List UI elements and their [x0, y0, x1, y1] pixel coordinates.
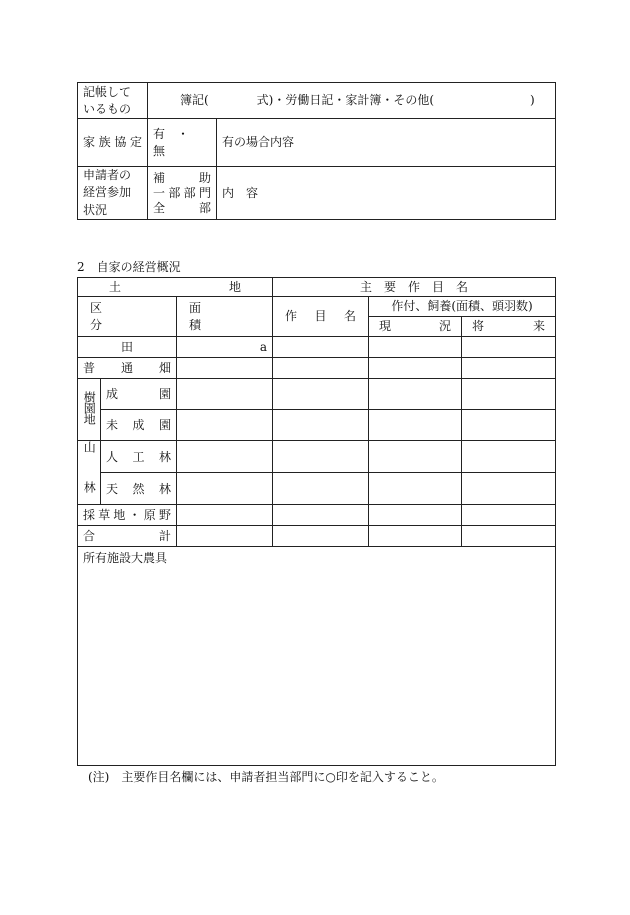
cell-planted-future[interactable]	[462, 441, 556, 473]
cell-grass-area[interactable]	[177, 505, 273, 526]
cell-grass-current[interactable]	[369, 505, 462, 526]
cell-young-area[interactable]	[177, 410, 273, 441]
row-label-total: 合 計	[78, 526, 177, 547]
record-keeping-label: 記帳しているもの	[78, 83, 148, 119]
row-label-natural-forest: 天 然 林	[101, 473, 177, 505]
row-label-young-orchard: 未 成 園	[101, 410, 177, 441]
family-agreement-label: 家族協定	[78, 119, 148, 167]
cell-mature-area[interactable]	[177, 379, 273, 410]
participation-label: 申請者の経営参加状況	[78, 167, 148, 220]
header-area: 面 積	[177, 297, 273, 337]
cell-mature-future[interactable]	[462, 379, 556, 410]
facilities-label: 所有施設大農具	[83, 551, 168, 566]
footnote: (注) 主要作目名欄には、申請者担当部門に○印を記入すること。	[88, 770, 444, 784]
cell-total-future[interactable]	[462, 526, 556, 547]
cell-mature-current[interactable]	[369, 379, 462, 410]
participation-options[interactable]	[148, 167, 217, 220]
area-unit[interactable]: a	[177, 337, 273, 358]
cell-natural-crop[interactable]	[273, 473, 369, 505]
participation-content[interactable]: 内 容	[217, 167, 556, 220]
header-crop-name: 作 目 名	[273, 297, 369, 337]
cell-young-current[interactable]	[369, 410, 462, 441]
record-keeping-table	[77, 82, 556, 220]
header-future: 将 来	[462, 317, 556, 337]
row-label-mature-orchard: 成 園	[101, 379, 177, 410]
cell-rice-future[interactable]	[462, 337, 556, 358]
participation-option-all[interactable]: 全 部	[153, 200, 211, 215]
cell-upland-future[interactable]	[462, 358, 556, 379]
cell-young-future[interactable]	[462, 410, 556, 441]
cell-total-crop[interactable]	[273, 526, 369, 547]
cell-young-crop[interactable]	[273, 410, 369, 441]
cell-natural-area[interactable]	[177, 473, 273, 505]
land-overview-table	[77, 277, 556, 766]
row-label-planted-forest: 人 工 林	[101, 441, 177, 473]
cell-total-current[interactable]	[369, 526, 462, 547]
cell-upland-current[interactable]	[369, 358, 462, 379]
cell-planted-crop[interactable]	[273, 441, 369, 473]
cell-total-area[interactable]	[177, 526, 273, 547]
family-agreement-content[interactable]: 有の場合内容	[217, 119, 556, 167]
section-2-title: 2 自家の経営概況	[77, 260, 181, 274]
participation-option-partial[interactable]: 一部部門	[153, 185, 211, 200]
cell-grass-crop[interactable]	[273, 505, 369, 526]
group-label-orchard: 樹園地	[78, 379, 101, 441]
family-agreement-option[interactable]: 有 ・ 無	[148, 119, 217, 167]
cell-planted-current[interactable]	[369, 441, 462, 473]
cell-mature-crop[interactable]	[273, 379, 369, 410]
cell-upland-crop[interactable]	[273, 358, 369, 379]
cell-natural-current[interactable]	[369, 473, 462, 505]
cell-planted-area[interactable]	[177, 441, 273, 473]
cell-rice-crop[interactable]	[273, 337, 369, 358]
cell-upland-area[interactable]	[177, 358, 273, 379]
row-label-rice-field: 田	[78, 337, 177, 358]
cell-grass-future[interactable]	[462, 505, 556, 526]
row-label-upland: 普 通 畑	[78, 358, 177, 379]
participation-option-assist[interactable]: 補 助	[153, 170, 211, 185]
row-label-grassland: 採草地・原野	[78, 505, 177, 526]
facilities-field[interactable]	[78, 547, 556, 766]
group-label-forest: 山 林	[78, 441, 101, 505]
cell-rice-current[interactable]	[369, 337, 462, 358]
header-kubun: 区 分	[78, 297, 177, 337]
header-current: 現 況	[369, 317, 462, 337]
cell-natural-future[interactable]	[462, 473, 556, 505]
header-planting-scale: 作付、飼養(面積、頭羽数)	[369, 297, 556, 317]
record-keeping-value[interactable]: 簿記( 式)・労働日記・家計簿・その他( )	[148, 83, 556, 119]
header-main-crops: 主 要 作 目 名	[273, 278, 556, 297]
header-land: 土 地	[78, 278, 273, 297]
